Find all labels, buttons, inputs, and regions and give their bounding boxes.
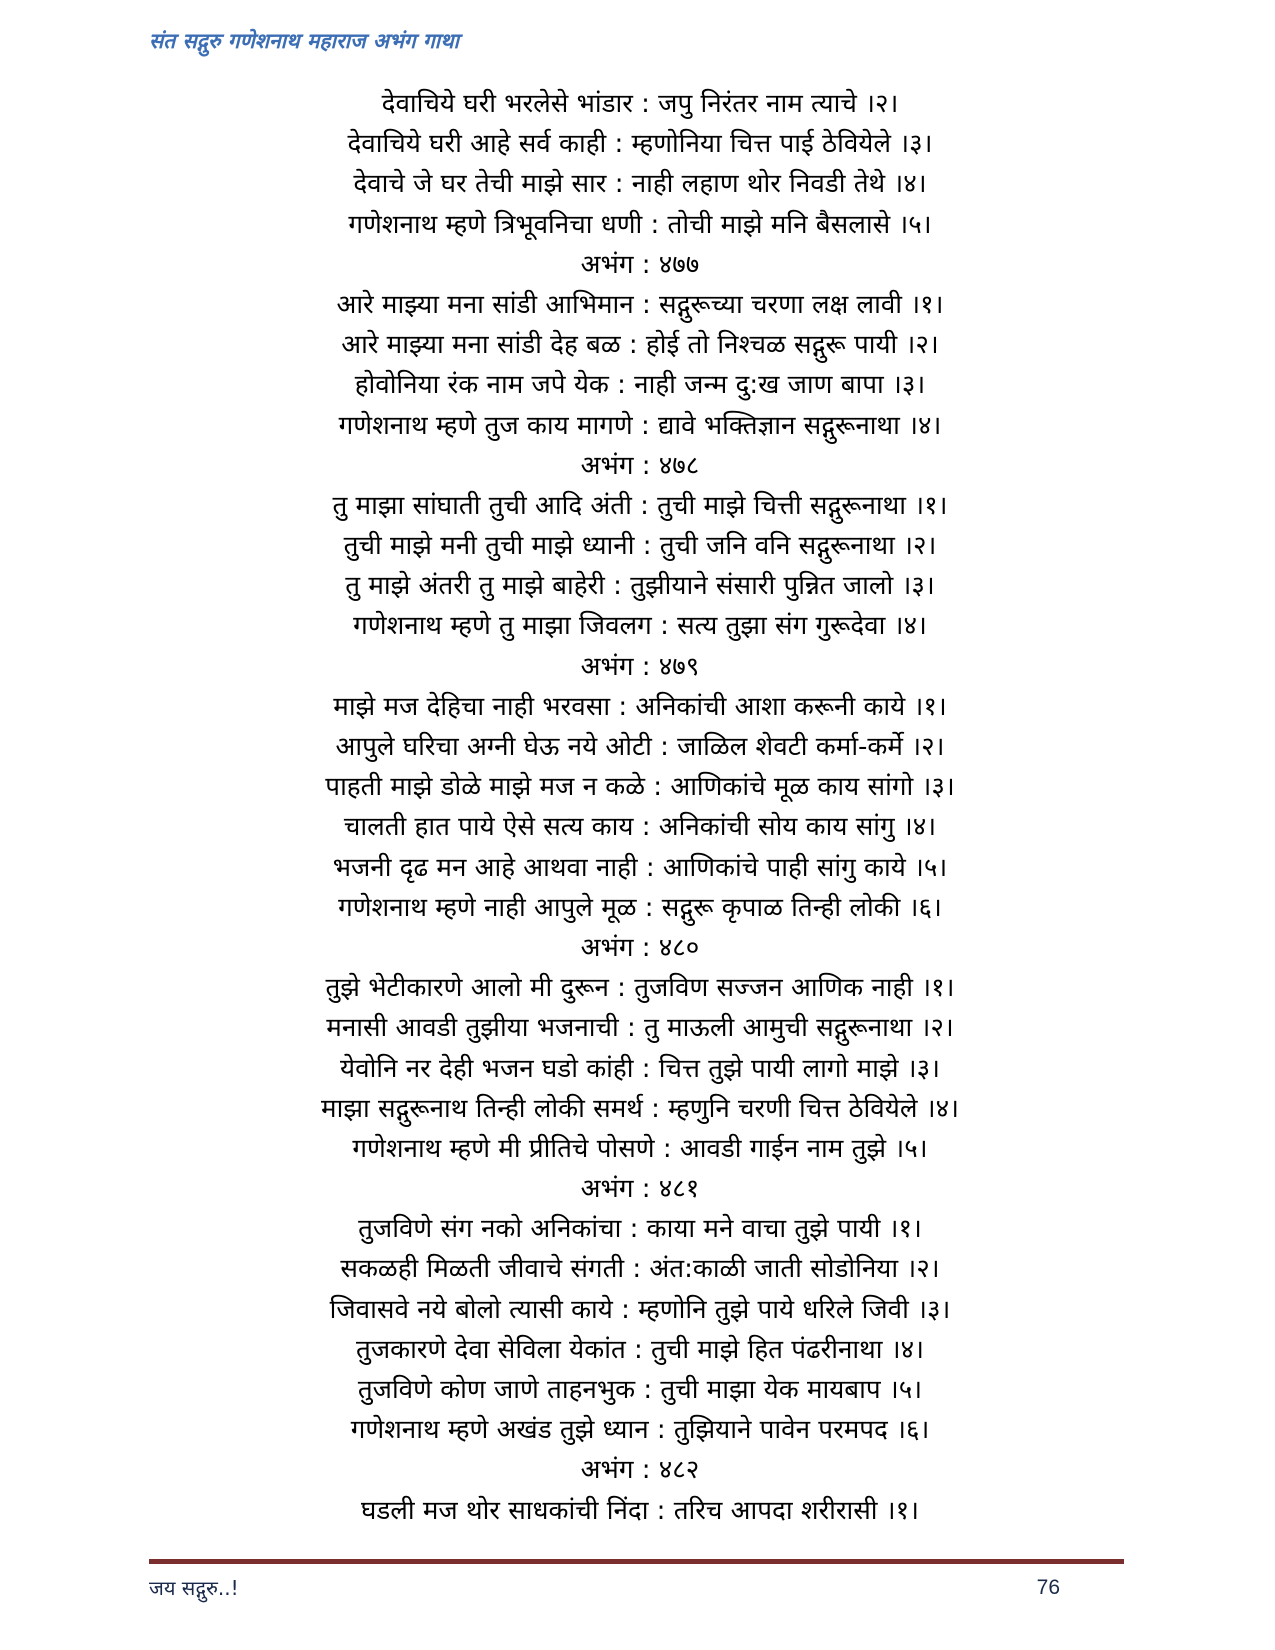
verse-line: तुजविणे कोण जाणे ताहनभुक : तुची माझा येक मायबाप ।५। bbox=[357, 1375, 923, 1405]
verse-line: भजनी दृढ मन आहे आथवा नाही : आणिकांचे पाही सांगु काये ।५। bbox=[332, 852, 948, 883]
abhang-heading: अभंग : ४८२ bbox=[580, 1455, 700, 1486]
verse-line: गणेशनाथ म्हणे त्रिभूवनिचा धणी : तोची माझे मनि बैसलासे ।५। bbox=[348, 209, 932, 240]
verse-line: आरे माझ्या मना सांडी देह बळ : होई तो निश्चळ सद्गुरू पायी ।२। bbox=[341, 330, 939, 361]
verse-line: देवाचिये घरी आहे सर्व काही : म्हणोनिया चित्त पाई ठेवियेले ।३। bbox=[347, 129, 933, 160]
verse-line: गणेशनाथ म्हणे मी प्रीतिचे पोसणे : आवडी गाईन नाम तुझे ।५। bbox=[352, 1133, 928, 1164]
verse-line: आरे माझ्या मना सांडी आभिमान : सद्गुरूच्या चरणा लक्ष लावी ।१। bbox=[336, 289, 944, 320]
verse-line: माझा सद्गुरूनाथ तिन्ही लोकी समर्थ : म्हणुनि चरणी चित्त ठेवियेले ।४। bbox=[321, 1093, 959, 1124]
abhang-heading: अभंग : ४८१ bbox=[580, 1174, 700, 1205]
verse-line: घडली मज थोर साधकांची निंदा : तरिच आपदा शरीरासी ।१। bbox=[360, 1495, 920, 1526]
verse-line: तुझे भेटीकारणे आलो मी दुरून : तुजविण सज्जन आणिक नाही ।१। bbox=[325, 973, 955, 1004]
verse-line: पाहती माझे डोळे माझे मज न कळे : आणिकांचे मूळ काय सांगो ।३। bbox=[325, 772, 955, 803]
verse-line: देवाचे जे घर तेची माझे सार : नाही लहाण थोर निवडी तेथे ।४। bbox=[353, 169, 927, 200]
abhang-heading: अभंग : ४७९ bbox=[580, 651, 700, 682]
page-number: 76 bbox=[1036, 1576, 1060, 1599]
verse-line: गणेशनाथ म्हणे अखंड तुझे ध्यान : तुझियाने पावेन परमपद ।६। bbox=[350, 1415, 930, 1446]
abhang-heading: अभंग : ४७७ bbox=[580, 249, 700, 280]
verse-line: आपुले घरिचा अग्नी घेऊ नये ओटी : जाळिल शेवटी कर्मा-कर्मे ।२। bbox=[335, 732, 945, 762]
verse-body bbox=[90, 84, 1190, 1531]
verse-line: तु माझे अंतरी तु माझे बाहेरी : तुझीयाने संसारी पुन्नित जालो ।३। bbox=[345, 571, 935, 602]
verse-line: तुजकारणे देवा सेविला येकांत : तुची माझे हित पंढरीनाथा ।४। bbox=[356, 1334, 924, 1365]
verse-line: जिवासवे नये बोलो त्यासी काये : म्हणोनि तुझे पाये धरिले जिवी ।३। bbox=[329, 1294, 951, 1325]
verse-line: गणेशनाथ म्हणे नाही आपुले मूळ : सद्गुरू कृपाळ तिन्ही लोकी ।६। bbox=[338, 892, 942, 923]
verse-line: होवोनिया रंक नाम जपे येक : नाही जन्म दु:ख जाण बापा ।३। bbox=[354, 370, 926, 401]
abhang-heading: अभंग : ४८० bbox=[580, 932, 700, 963]
verse-line: मनासी आवडी तुझीया भजनाची : तु माऊली आमुची सद्गुरूनाथा ।२। bbox=[326, 1013, 954, 1044]
verse-line: तु माझा सांघाती तुची आदि अंती : तुची माझे चित्ती सद्गुरूनाथा ।१। bbox=[332, 490, 948, 521]
verse-line: गणेशनाथ म्हणे तु माझा जिवलग : सत्य तुझा संग गुरूदेवा ।४। bbox=[353, 611, 927, 642]
verse-line: माझे मज देहिचा नाही भरवसा : अनिकांची आशा करूनी काये ।१। bbox=[333, 691, 947, 722]
footer-divider bbox=[149, 1559, 1124, 1564]
verse-line: तुची माझे मनी तुची माझे ध्यानी : तुची जनि वनि सद्गुरूनाथा ।२। bbox=[343, 531, 937, 562]
footer-text: जय सद्गुरु..! bbox=[149, 1576, 239, 1600]
verse-line: येवोनि नर देही भजन घडो कांही : चित्त तुझे पायी लागो माझे ।३। bbox=[340, 1053, 940, 1084]
verse-line: देवाचिये घरी भरलेसे भांडार : जपु निरंतर नाम त्याचे ।२। bbox=[381, 89, 899, 119]
verse-line: गणेशनाथ म्हणे तुज काय मागणे : द्यावे भक्तिज्ञान सद्गुरूनाथा ।४। bbox=[338, 410, 942, 441]
page-header-title: संत सद्गुरु गणेशनाथ महाराज अभंग गाथा bbox=[149, 29, 459, 53]
verse-line: सकळही मिळती जीवाचे संगती : अंत:काळी जाती सोडोनिया ।२। bbox=[340, 1254, 940, 1285]
abhang-heading: अभंग : ४७८ bbox=[580, 450, 700, 481]
verse-line: तुजविणे संग नको अनिकांचा : काया मने वाचा तुझे पायी ।१। bbox=[358, 1214, 922, 1245]
verse-line: चालती हात पाये ऐसे सत्य काय : अनिकांची सोय काय सांगु ।४। bbox=[343, 812, 937, 843]
